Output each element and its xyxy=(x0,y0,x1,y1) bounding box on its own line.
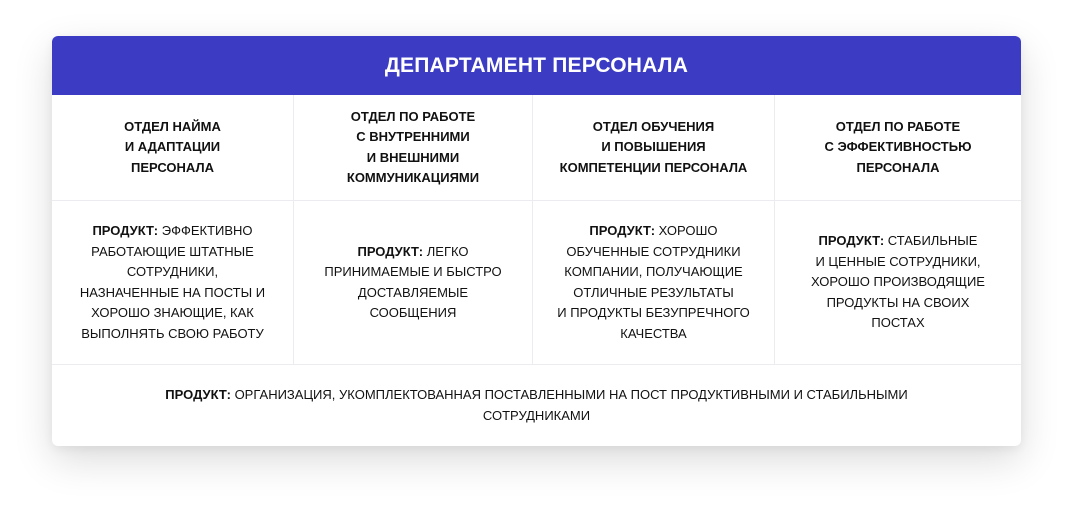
product-label: ПРОДУКТ: xyxy=(92,223,159,238)
footer-text xyxy=(165,385,907,426)
dept-cell-efficiency xyxy=(775,95,1021,201)
dept-title-training: ОТДЕЛ ОБУЧЕНИЯ И ПОВЫШЕНИЯ КОМПЕТЕНЦИИ ПЕРСОНАЛА xyxy=(559,118,748,175)
department-product-footer xyxy=(52,365,1021,446)
product-text-efficiency xyxy=(811,231,985,334)
product-description: ЛЕГКО ПРИНИМАЕМЫЕ И БЫСТРО ДОСТАВЛЯЕМЫЕ СООБЩЕНИЯ xyxy=(324,243,502,320)
product-label: ПРОДУКТ: xyxy=(589,223,656,238)
product-cell-training xyxy=(533,201,775,365)
dept-cell-training xyxy=(533,95,775,201)
department-card xyxy=(52,36,1021,446)
footer-product-label: ПРОДУКТ: xyxy=(165,387,231,402)
product-text-communications xyxy=(324,242,501,324)
product-description: ХОРОШО ОБУЧЕННЫЕ СОТРУДНИКИ КОМПАНИИ, ПОЛУЧАЮЩИЕ ОТЛИЧНЫЕ РЕЗУЛЬТАТЫ И ПРОДУКТЫ БЕЗУПРЕЧНОГО КАЧЕСТВА xyxy=(557,223,750,341)
department-header xyxy=(52,36,1021,95)
product-cell-efficiency xyxy=(775,201,1021,365)
footer-product-description: ОРГАНИЗАЦИЯ, УКОМПЛЕКТОВАННАЯ ПОСТАВЛЕННЫМИ НА ПОСТ ПРОДУКТИВНЫМИ И СТАБИЛЬНЫМИ СОТРУДНИКАМИ xyxy=(234,387,908,423)
dept-cell-hiring xyxy=(52,95,294,201)
product-cell-communications xyxy=(294,201,533,365)
dept-cell-communications xyxy=(294,95,533,201)
product-label: ПРОДУКТ: xyxy=(357,243,424,259)
products-row xyxy=(52,201,1021,365)
dept-title-efficiency: ОТДЕЛ ПО РАБОТЕ С ЭФФЕКТИВНОСТЬЮ ПЕРСОНАЛА xyxy=(824,118,972,175)
dept-title-communications: ОТДЕЛ ПО РАБОТЕ С ВНУТРЕННИМИ И ВНЕШНИМИ КОММУНИКАЦИЯМИ xyxy=(346,108,480,185)
product-label: ПРОДУКТ: xyxy=(818,233,885,249)
product-text-hiring xyxy=(80,221,265,344)
dept-title-hiring: ОТДЕЛ НАЙМА И АДАПТАЦИИ ПЕРСОНАЛА xyxy=(124,118,221,175)
product-text-training xyxy=(557,221,750,344)
department-title: ДЕПАРТАМЕНТ ПЕРСОНАЛА xyxy=(384,53,689,77)
product-description: ЭФФЕКТИВНО РАБОТАЮЩИЕ ШТАТНЫЕ СОТРУДНИКИ, НАЗНАЧЕННЫЕ НА ПОСТЫ И ХОРОШО ЗНАЮЩИЕ, КАК ВЫПОЛНЯТЬ СВОЮ РАБОТУ xyxy=(79,223,266,341)
product-cell-hiring xyxy=(52,201,294,365)
product-description: СТАБИЛЬНЫЕ И ЦЕННЫЕ СОТРУДНИКИ, ХОРОШО ПРОИЗВОДЯЩИЕ ПРОДУКТЫ НА СВОИХ ПОСТАХ xyxy=(811,233,985,331)
departments-row xyxy=(52,95,1021,201)
